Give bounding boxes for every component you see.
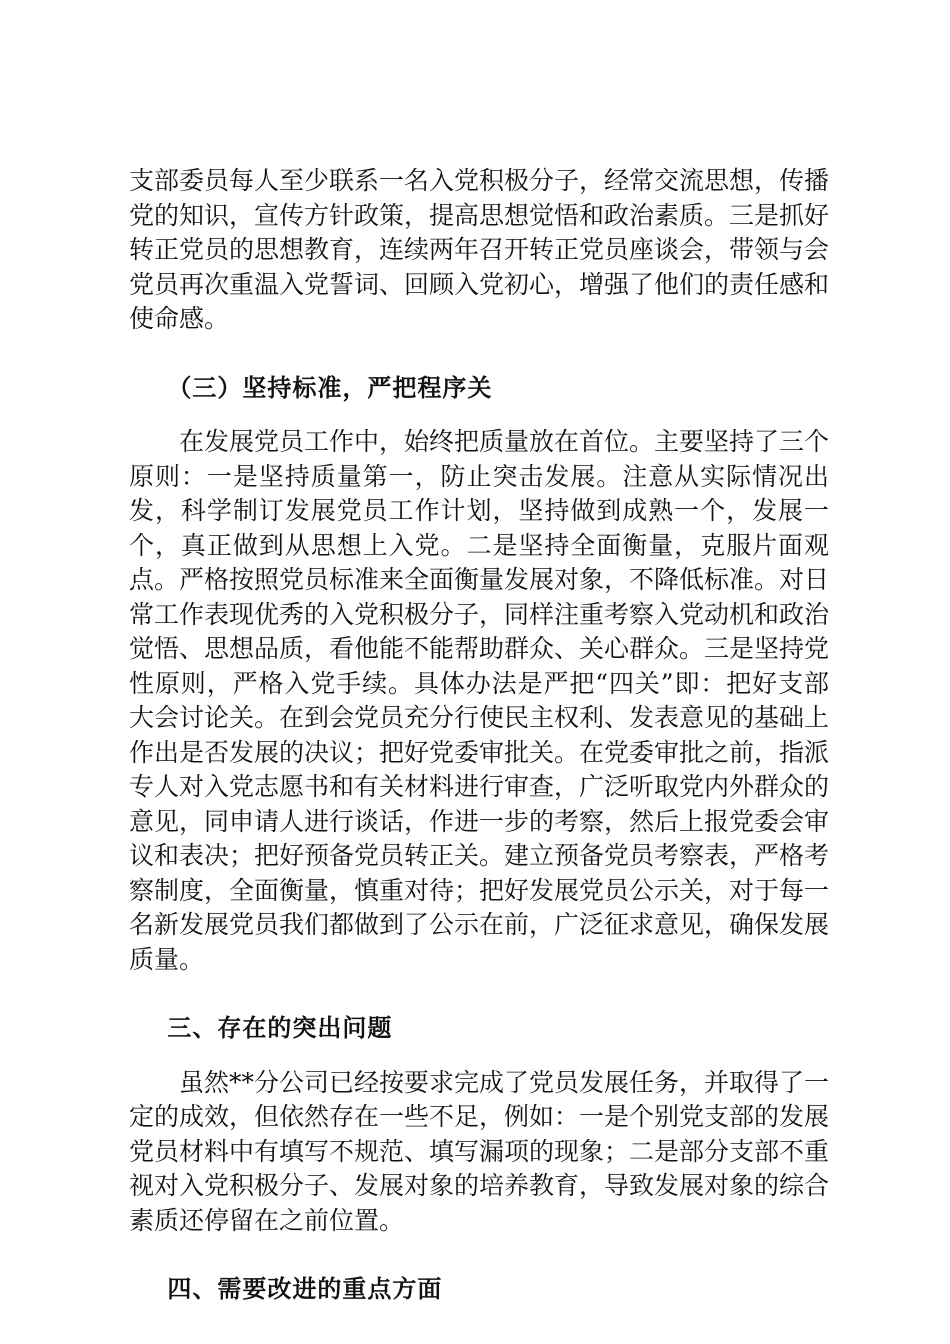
paragraph-gap — [129, 1238, 829, 1272]
paragraph-gap — [129, 405, 829, 425]
section-heading-problems: 三、存在的突出问题 — [167, 1014, 393, 1042]
document-body — [129, 164, 829, 1307]
paragraph-gap — [129, 977, 829, 1011]
paragraph-quality-principles: 在发展党员工作中，始终把质量放在首位。主要坚持了三个原则：一是坚持质量第一，防止突击发展。注意从实际情况出发，科学制订发展党员工作计划，坚持做到成熟一个，发展一个，真正做到从思想上入党。二是坚持全面衡量，克服片面观点。严格按照党员标准来全面衡量发展对象，不降低标准。对日常工作表现优秀的入党积极分子，同样注重考察入党动机和政治觉悟、思想品质，看他能不能帮助群众、关心群众。三是坚持党性原则，严格入党手续。具体办法是严把“四关”即：把好支部大会讨论关。在到会党员充分行使民主权利、发表意见的基础上作出是否发展的决议；把好党委审批关。在党委审批之前，指派专人对入党志愿书和有关材料进行审查，广泛听取党内外群众的意见，同申请人进行谈话，作进一步的考察，然后上报党委会审议和表决；把好预备党员转正关。建立预备党员考察表，严格考察制度，全面衡量，慎重对待；把好发展党员公示关，对于每一名新发展党员我们都做到了公示在前，广泛征求意见，确保发展质量。 — [129, 427, 830, 974]
paragraph-gap — [129, 337, 829, 371]
section-heading-standards: （三）坚持标准，严把程序关 — [167, 373, 493, 402]
paragraph-problems: 虽然**分公司已经按要求完成了党员发展任务，并取得了一定的成效，但依然存在一些不足，例如：一是个别党支部的发展党员材料中有填写不规范、填写漏项的现象；二是部分支部不重视对入党积极分子、发展对象的培养教育，导致发展对象的综合素质还停留在之前位置。 — [129, 1067, 830, 1235]
paragraph-continued: 支部委员每人至少联系一名入党积极分子，经常交流思想，传播党的知识，宣传方针政策，提高思想觉悟和政治素质。三是抓好转正党员的思想教育，连续两年召开转正党员座谈会，带领与会党员再次重温入党誓词、回顾入党初心，增强了他们的责任感和使命感。 — [129, 166, 830, 333]
paragraph-gap — [129, 1046, 829, 1066]
section-heading-improvements: 四、需要改进的重点方面 — [167, 1275, 443, 1303]
